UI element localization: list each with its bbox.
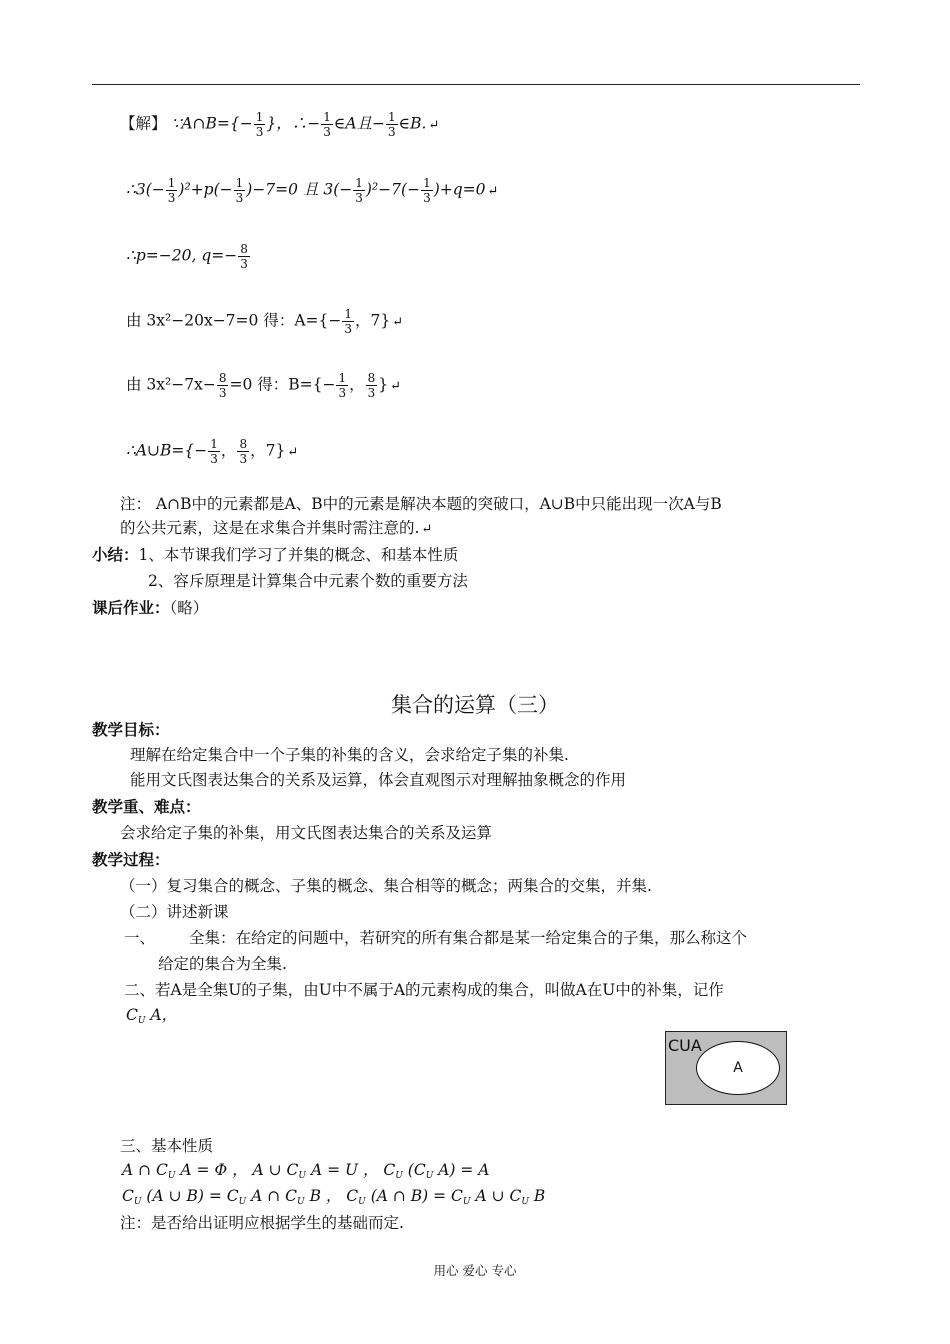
venn-complement-label: CUA — [668, 1036, 702, 1055]
item-1-line-1: 一、 全集：在给定的问题中，若研究的所有集合都是某一给定集合的子集，那么称这个 — [124, 929, 748, 947]
process-label: 教学过程： — [92, 851, 170, 869]
fraction: $\frac{1}{3}$ — [323, 110, 331, 139]
solution-line-2: ∴3(− $\frac{1}{3}$ )²+p(− $\frac{1}{3}$ )−7=0 且 3(− $\frac{1}{3}$ )²−7(− $\frac{1}{3}$ )+q=0 ↵ — [126, 176, 499, 205]
solution-line-6: ∴A∪B={− $\frac{1}{3}$ ， $\frac{8}{3}$ ，7} ↵ — [126, 437, 299, 466]
process-1: （一）复习集合的概念、子集的概念、集合相等的概念；两集合的交集，并集. — [120, 877, 652, 895]
item-1-line-2: 给定的集合为全集. — [158, 955, 287, 973]
venn-set-a: A — [696, 1041, 780, 1095]
paragraph-mark-icon: ↵ — [421, 522, 433, 537]
note-1-line-1: 注： A∩B中的元素都是A、B中的元素是解决本题的突破口，A∪B中只能出现一次A与B — [120, 495, 722, 513]
property-line-2: $C_U$ (A ∪ $B) = C_U$ A ∩ $C_U$ B ， $C_U$ (A ∩ $B) = C_U$ A ∪ $C_U$ B — [122, 1187, 546, 1207]
summary-line-2: 2、容斥原理是计算集合中元素个数的重要方法 — [148, 572, 468, 590]
fraction: $\frac{8}{3}$ — [239, 437, 248, 466]
solution-line-5: 由 3x²−7x− $\frac{8}{3}$ =0 得：B={− $\frac{1}{3}$ ， $\frac{8}{3}$ } ↵ — [126, 371, 402, 400]
item-2-line-1: 二、若A是全集U的子集，由U中不属于A的元素构成的集合，叫做A在U中的补集，记作 — [124, 981, 724, 999]
goal-2: 能用文氏图表达集合的关系及运算，体会直观图示对理解抽象概念的作用 — [130, 771, 627, 789]
page-footer: 用心 爱心 专心 — [433, 1263, 517, 1278]
fraction: $\frac{1}{3}$ — [344, 307, 352, 336]
fraction: $\frac{1}{3}$ — [235, 176, 244, 205]
fraction: $\frac{1}{3}$ — [338, 371, 347, 400]
item-2-line-2: $C_U$ A， — [126, 1006, 178, 1026]
paragraph-mark-icon: ↵ — [487, 183, 499, 199]
key-label: 教学重、难点： — [92, 798, 201, 816]
paragraph-mark-icon: ↵ — [390, 378, 402, 394]
fraction: $\frac{1}{3}$ — [423, 176, 431, 205]
solution-bracket: 【解】 — [120, 114, 167, 133]
fraction: $\frac{8}{3}$ — [240, 242, 248, 271]
property-line-1: A ∩ $C_U$ A = Φ ， A ∪ $C_U$ A = U ， $C_U$ ($C_U$ A) = A — [122, 1161, 490, 1181]
fraction: $\frac{1}{3}$ — [210, 437, 218, 466]
fraction: $\frac{8}{3}$ — [218, 371, 227, 400]
paragraph-mark-icon: ↵ — [392, 314, 404, 330]
fraction: $\frac{1}{3}$ — [388, 110, 396, 139]
section-title: 集合的运算（三） — [391, 693, 559, 717]
fraction: $\frac{1}{3}$ — [255, 110, 264, 139]
header-rule — [92, 84, 860, 85]
paragraph-mark-icon: ↵ — [287, 444, 299, 460]
solution-line-1: 【解】 ∵A∩B={− $\frac{1}{3}$ }，∴− $\frac{1}{3}$ ∈A且− $\frac{1}{3}$ ∈B. ↵ — [120, 110, 440, 139]
paragraph-mark-icon: ↵ — [428, 117, 440, 133]
fraction: $\frac{1}{3}$ — [355, 176, 363, 205]
fraction: $\frac{1}{3}$ — [167, 176, 176, 205]
summary-line-1: 小结：1、本节课我们学习了并集的概念、和基本性质 — [92, 546, 459, 564]
note-1-line-2: 的公共元素，这是在求集合并集时需注意的. ↵ — [120, 519, 433, 537]
fraction: $\frac{8}{3}$ — [367, 371, 376, 400]
process-2: （二）讲述新课 — [120, 903, 229, 921]
goal-1: 理解在给定集合中一个子集的补集的含义，会求给定子集的补集. — [130, 746, 569, 764]
solution-line-4: 由 3x²−20x−7=0 得：A={− $\frac{1}{3}$ ，7} ↵ — [126, 307, 404, 336]
goal-label: 教学目标： — [92, 721, 170, 739]
homework-line: 课后作业：（略） — [92, 599, 209, 617]
key-text: 会求给定子集的补集，用文氏图表达集合的关系及运算 — [120, 824, 493, 842]
homework-label: 课后作业： — [92, 599, 170, 617]
venn-diagram — [665, 1031, 787, 1105]
summary-label: 小结： — [92, 546, 139, 564]
note-2: 注：是否给出证明应根据学生的基础而定. — [120, 1214, 404, 1232]
item-3-heading: 三、基本性质 — [120, 1137, 214, 1155]
solution-line-3: ∴p=−20, q=− $\frac{8}{3}$ — [126, 242, 248, 271]
